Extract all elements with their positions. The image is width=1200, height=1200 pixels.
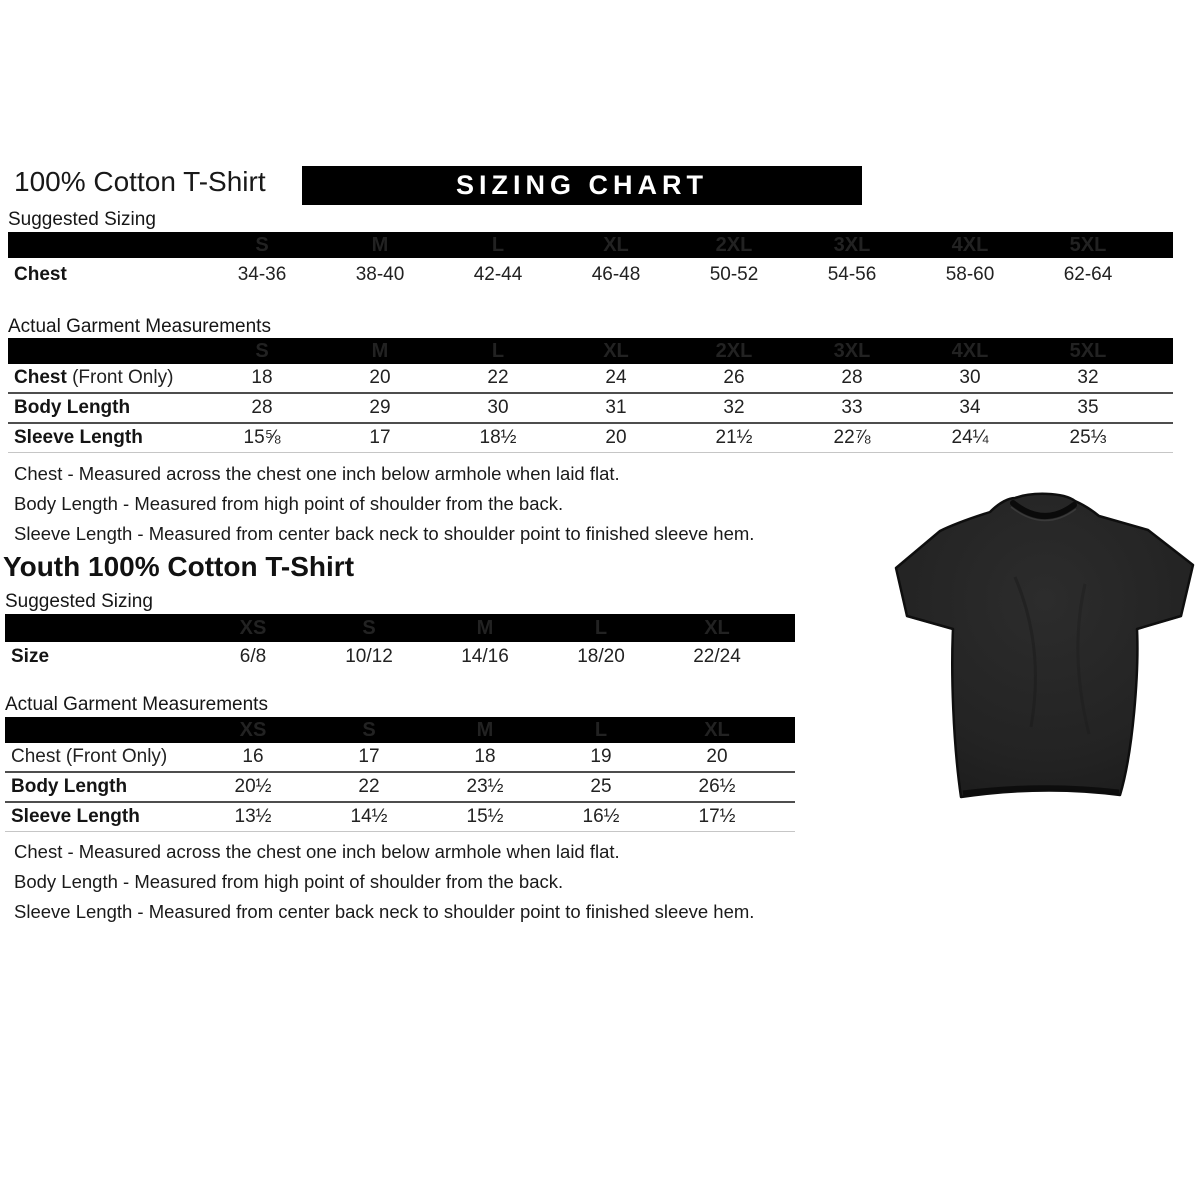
size-col-header: XS <box>239 616 267 639</box>
table-cell: 19 <box>590 746 612 767</box>
size-col-header: L <box>491 233 505 256</box>
size-col-header: M <box>371 339 389 362</box>
table-cell: 30 <box>487 397 509 418</box>
size-col-header: XL <box>603 233 629 256</box>
size-col-header: XL <box>704 718 730 741</box>
size-col-header: 4XL <box>951 339 989 362</box>
table-cell: 10/12 <box>345 646 393 667</box>
table-cell: 35 <box>1077 397 1099 418</box>
table-row-size <box>5 642 795 672</box>
table-row-chest <box>8 258 1173 292</box>
size-col-header: M <box>371 233 389 256</box>
table-row-sleeve-length <box>8 422 1173 452</box>
adult-suggested-sizing-table <box>8 232 1173 292</box>
table-cell: 32 <box>723 397 745 418</box>
table-cell: 23½ <box>466 776 504 797</box>
table-cell: 21½ <box>715 427 753 448</box>
table-cell: 42-44 <box>473 264 523 285</box>
table-cell: 31 <box>605 397 627 418</box>
youth-suggested-sizing-table <box>5 614 795 672</box>
row-label: Body Length <box>11 776 128 797</box>
table-cell: 24 <box>605 367 627 388</box>
table-cell: 18½ <box>479 427 517 448</box>
size-col-header: M <box>476 718 494 741</box>
row-label: Chest (Front Only) <box>14 367 174 388</box>
tshirt-body <box>896 494 1193 797</box>
size-col-header: S <box>362 616 376 639</box>
table-cell: 20½ <box>234 776 272 797</box>
table-cell: 26½ <box>698 776 736 797</box>
table-cell: 25 <box>590 776 612 797</box>
adult-actual-measurements-label: Actual Garment Measurements <box>8 316 271 337</box>
table-cell: 6/8 <box>239 646 267 667</box>
table-cell: 24¼ <box>951 427 989 448</box>
size-col-header: L <box>594 616 608 639</box>
table-cell: 20 <box>605 427 627 448</box>
table-cell: 22 <box>358 776 380 797</box>
youth-actual-measurements-label: Actual Garment Measurements <box>5 694 268 715</box>
size-col-header: XL <box>704 616 730 639</box>
table-header-row <box>5 717 795 743</box>
table-cell: 32 <box>1077 367 1099 388</box>
note-body-length: Body Length - Measured from high point of shoulder from the back. <box>14 493 564 514</box>
size-col-header: M <box>476 616 494 639</box>
table-cell: 34 <box>959 397 981 418</box>
youth-suggested-sizing-label: Suggested Sizing <box>5 591 153 612</box>
table-cell: 17½ <box>698 806 736 827</box>
size-col-header: S <box>255 233 269 256</box>
table-header-row <box>8 338 1173 364</box>
adult-actual-measurements-table <box>8 338 1173 453</box>
table-header-row <box>5 614 795 642</box>
adult-suggested-sizing-label: Suggested Sizing <box>8 209 156 230</box>
note-chest: Chest - Measured across the chest one inch below armhole when laid flat. <box>14 841 620 862</box>
table-cell: 33 <box>841 397 863 418</box>
table-cell: 22 <box>487 367 509 388</box>
youth-measurement-notes <box>14 841 754 931</box>
row-label: Body Length <box>14 397 131 418</box>
size-col-header: 2XL <box>715 233 753 256</box>
size-col-header: XS <box>239 718 267 741</box>
table-cell: 16½ <box>582 806 620 827</box>
row-label: Sleeve Length <box>11 806 140 827</box>
note-sleeve-length: Sleeve Length - Measured from center back neck to shoulder point to finished sleeve hem. <box>14 523 755 544</box>
table-cell: 13½ <box>234 806 272 827</box>
black-tshirt-image <box>893 492 1197 804</box>
row-label: Size <box>11 646 50 667</box>
sizing-chart-banner-text: SIZING CHART <box>456 170 708 200</box>
table-cell: 20 <box>706 746 728 767</box>
table-cell: 46-48 <box>591 264 641 285</box>
table-cell: 22⅞ <box>833 427 871 448</box>
size-col-header: S <box>362 718 376 741</box>
sizing-chart-banner <box>302 166 862 205</box>
table-cell: 28 <box>251 397 273 418</box>
table-cell: 15½ <box>466 806 504 827</box>
size-col-header: L <box>491 339 505 362</box>
table-cell: 25⅓ <box>1069 427 1107 448</box>
size-col-header: 3XL <box>833 339 871 362</box>
table-cell: 28 <box>841 367 863 388</box>
table-header-row <box>8 232 1173 258</box>
table-cell: 34-36 <box>237 264 287 285</box>
table-cell: 62-64 <box>1063 264 1113 285</box>
table-cell: 16 <box>242 746 264 767</box>
youth-section-title: Youth 100% Cotton T-Shirt <box>3 551 355 582</box>
table-row-sleeve-length <box>5 801 795 831</box>
size-col-header: S <box>255 339 269 362</box>
adult-measurement-notes <box>14 463 754 553</box>
table-cell: 29 <box>369 397 391 418</box>
table-cell: 54-56 <box>827 264 877 285</box>
size-col-header: 3XL <box>833 233 871 256</box>
table-row-body-length <box>5 771 795 801</box>
note-sleeve-length: Sleeve Length - Measured from center back neck to shoulder point to finished sleeve hem. <box>14 901 755 922</box>
table-cell: 17 <box>358 746 380 767</box>
table-row-chest <box>5 743 795 771</box>
row-label: Sleeve Length <box>14 427 143 448</box>
table-cell: 18 <box>474 746 496 767</box>
size-col-header: 2XL <box>715 339 753 362</box>
table-cell: 50-52 <box>709 264 759 285</box>
table-cell: 14/16 <box>461 646 509 667</box>
size-col-header: XL <box>603 339 629 362</box>
page-title: 100% Cotton T-Shirt <box>14 166 266 197</box>
table-cell: 30 <box>959 367 981 388</box>
row-label: Chest (Front Only) <box>11 746 168 767</box>
table-row-chest <box>8 364 1173 392</box>
table-cell: 18/20 <box>577 646 625 667</box>
youth-actual-measurements-table <box>5 717 795 832</box>
table-cell: 17 <box>369 427 391 448</box>
table-cell: 22/24 <box>693 646 741 667</box>
table-cell: 15⅝ <box>243 427 281 448</box>
note-body-length: Body Length - Measured from high point of shoulder from the back. <box>14 871 564 892</box>
size-col-header: 4XL <box>951 233 989 256</box>
table-row-body-length <box>8 392 1173 422</box>
table-cell: 58-60 <box>945 264 995 285</box>
table-cell: 18 <box>251 367 273 388</box>
table-cell: 20 <box>369 367 391 388</box>
table-cell: 14½ <box>350 806 388 827</box>
size-col-header: 5XL <box>1069 233 1107 256</box>
size-col-header: L <box>594 718 608 741</box>
size-col-header: 5XL <box>1069 339 1107 362</box>
table-cell: 38-40 <box>355 264 405 285</box>
row-label: Chest <box>14 264 67 285</box>
note-chest: Chest - Measured across the chest one inch below armhole when laid flat. <box>14 463 620 484</box>
table-cell: 26 <box>723 367 745 388</box>
